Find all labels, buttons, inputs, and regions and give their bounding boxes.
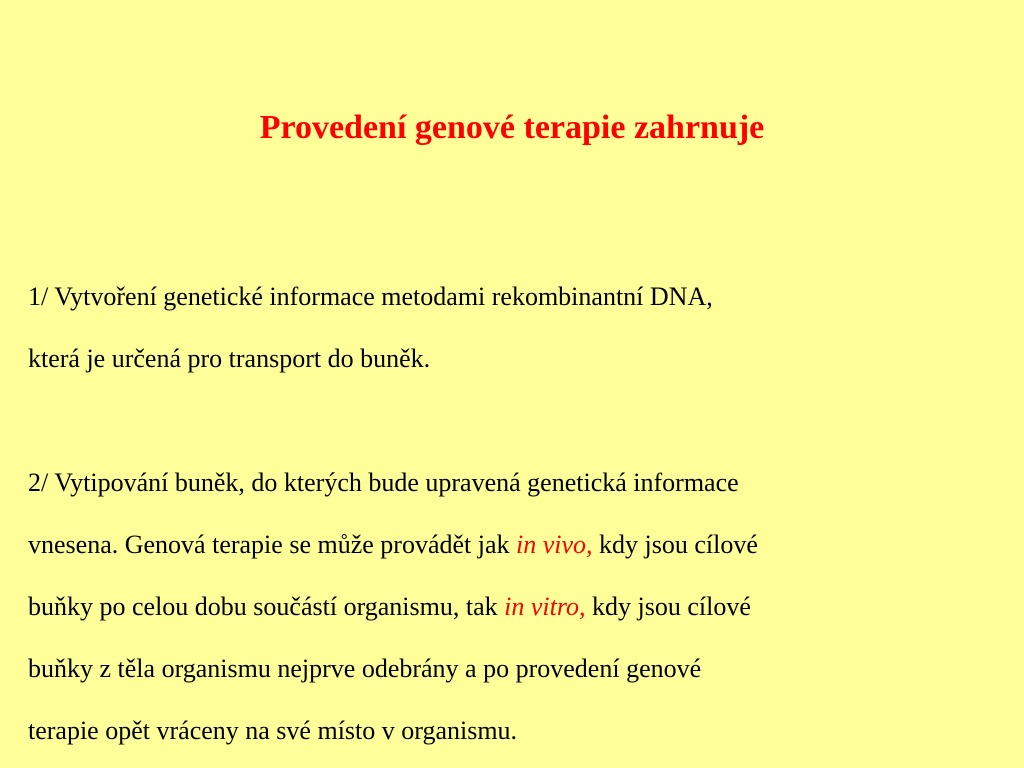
paragraph-item-2 [28,452,1008,762]
item-2-line-5: terapie opět vráceny na své místo v organismu. [28,716,518,745]
item-2-line-2 [28,514,1008,576]
item-2-line-1: 2/ Vytipování buněk, do kterých bude upravená genetická informace [28,468,739,497]
in-vitro-term: in vitro, [504,592,586,621]
paragraph-item-1 [28,266,1008,390]
item-2-line-2-text-a: vnesena. Genová terapie se může provádět jak [28,530,517,559]
in-vivo-term: in vivo, [516,530,593,559]
item-2-line-3-text-b: kdy jsou cílové [585,592,751,621]
item-1-line-2: která je určená pro transport do buněk. [28,344,431,373]
item-2-line-3-text-a: buňky po celou dobu součástí organismu, tak [28,592,505,621]
item-2-line-4: buňky z těla organismu nejprve odebrány a po provedení genové [28,654,702,683]
slide-title: Provedení genové terapie zahrnuje [259,109,765,146]
item-1-line-1: 1/ Vytvoření genetické informace metodami rekombinantní DNA, [28,282,713,311]
item-2-line-3 [28,576,1008,638]
item-2-line-2-text-b: kdy jsou cílové [592,530,758,559]
